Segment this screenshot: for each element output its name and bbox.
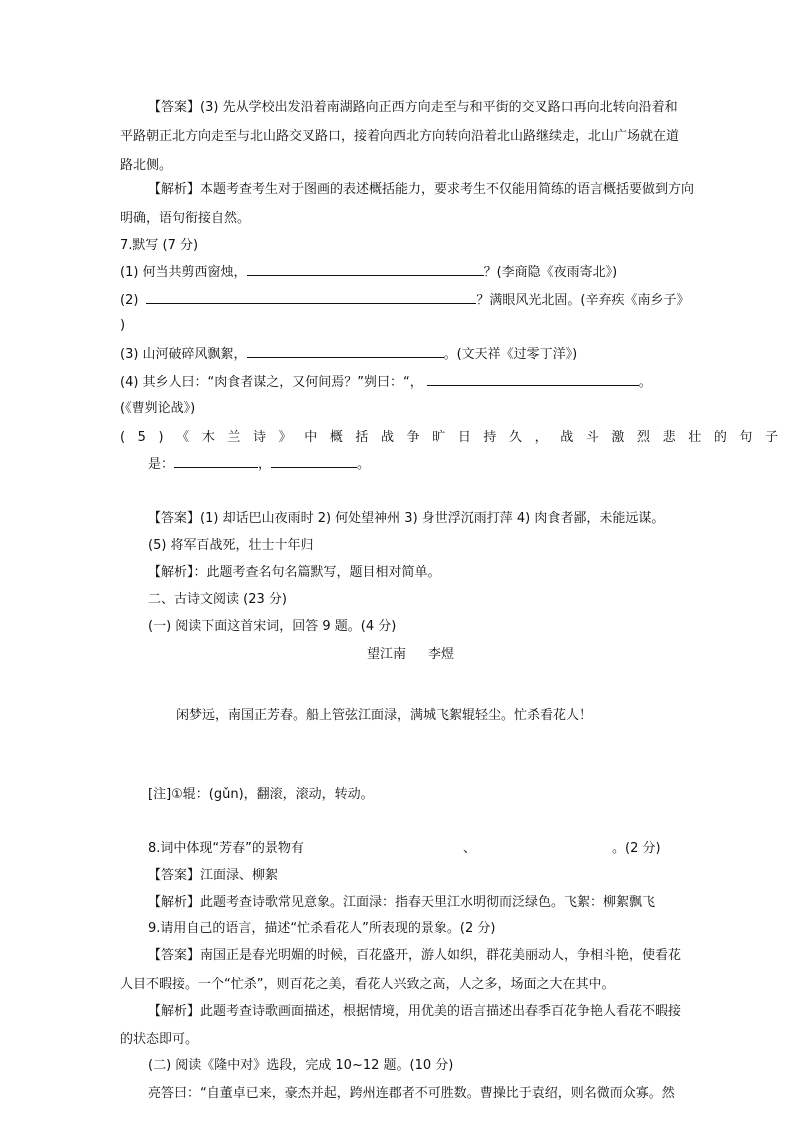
part-2-title: (二) 阅读《隆中对》选段，完成 10~12 题。(10 分): [148, 1058, 454, 1073]
q8-analysis: 【解析】此题考查诗歌常见意象。江面渌：指春天里江水明彻而泛绿色。飞絮：柳絮飘飞: [148, 895, 656, 910]
q6-answer-line-3: 路北侧。: [120, 158, 173, 173]
part-2-text: 亮答曰：“自董卓已来，豪杰并起，跨州连郡者不可胜数。曹操比于袁绍，则名微而众寡。然: [148, 1086, 675, 1101]
q7-item-2-wrap: ): [120, 318, 126, 333]
answer-tag: 【答案】: [148, 511, 201, 526]
q6-analysis-line-1: 【解析】本题考查考生对于图画的表述概括能力，要求考生不仅能用简练的语言概括要做到方向: [148, 182, 695, 197]
blank-field[interactable]: [174, 454, 258, 468]
q7-item-4-source: (《曹刿论战》): [120, 401, 196, 416]
blank-field[interactable]: [247, 344, 444, 358]
q7-item-3: (3) 山河破碎风飘絮， 。(文天祥《过零丁洋》): [120, 344, 577, 365]
answer-tag: 【答案】: [148, 948, 201, 963]
poem-text: 闲梦远，南国正芳春。船上管弦江面渌，满城飞絮辊轻尘。忙杀看花人！: [176, 708, 593, 723]
part-1-title: (一) 阅读下面这首宋词，回答 9 题。(4 分): [148, 619, 397, 634]
q7-answer-line-2: (5) 将军百战死，壮士十年归: [148, 538, 314, 553]
blank-field[interactable]: [247, 262, 484, 276]
q9-prompt: 9.请用自己的语言，描述“忙杀看花人”所表现的景象。(2 分): [148, 921, 496, 936]
blank-field[interactable]: [427, 372, 639, 386]
q9-answer-line-1: 【答案】南国正是春光明媚的时候，百花盛开，游人如织，群花美丽动人，争相斗艳，使看花: [148, 948, 682, 963]
analysis-tag: 【解析】: [148, 895, 201, 910]
poem-author: 李煜: [428, 647, 455, 662]
q8-prompt: 8.词中体现“芳春”的景物有: [148, 841, 304, 856]
q9-answer-line-2: 人目不暇接。一个“忙杀”，则百花之美，看花人兴致之高，人之多，场面之大在其中。: [120, 977, 615, 992]
q6-answer-line-2: 平路朝正北方向走至与北山路交叉路口，接着向西北方向转向沿着北山路继续走，北山广场就在道: [120, 129, 680, 144]
q7-title: 7.默写 (7 分): [120, 238, 199, 253]
q7-answer-line-1: 【答案】(1) 却话巴山夜雨时 2) 何处望神州 3) 身世浮沉雨打萍 4) 肉食者鄙，未能远谋。: [148, 511, 665, 526]
q6-analysis-line-2: 明确，语句衔接自然。: [120, 211, 251, 226]
q7-analysis: 【解析】：此题考查名句名篇默写，题目相对简单。: [148, 565, 441, 580]
blank-field[interactable]: [271, 454, 357, 468]
answer-tag: 【答案】: [148, 100, 201, 115]
analysis-tag: 【解析】: [148, 1004, 201, 1019]
poem-note: [注]①辊：(gǔn)，翻滚，滚动，转动。: [148, 787, 374, 802]
q8-answer: 【答案】江面渌、柳絮: [148, 868, 279, 883]
q9-analysis-line-2: 的状态即可。: [120, 1032, 199, 1047]
section-2-title: 二、古诗文阅读 (23 分): [148, 592, 287, 607]
analysis-tag: 【解析】: [148, 182, 201, 197]
answer-tag: 【答案】: [148, 868, 201, 883]
q7-item-2: (2) ？满眼风光北固。(辛弃疾《南乡子》: [120, 290, 690, 311]
q8-separator: 、: [463, 841, 477, 856]
q9-analysis-line-1: 【解析】此题考查诗歌画面描述，根据情境，用优美的语言描述出春季百花争艳人看花不暇接: [148, 1004, 682, 1019]
blank-field[interactable]: [146, 290, 476, 304]
q8-points: 。(2 分): [612, 841, 661, 856]
q6-answer-line-1: 【答案】(3) 先从学校出发沿着南湖路向正西方向走至与和平街的交叉路口再向北转向沿着和: [148, 100, 678, 115]
analysis-tag: 【解析】: [148, 565, 194, 580]
q7-item-1: (1) 何当共剪西窗烛， ？(李商隐《夜雨寄北》): [120, 262, 617, 283]
q7-item-5-blanks: 是： ， 。: [148, 454, 370, 475]
poem-title: 望江南: [367, 647, 407, 662]
q7-item-4: (4) 其乡人曰：“肉食者谋之，又何间焉？”刿曰：“， 。: [120, 372, 652, 393]
q7-item-5: (5)《木兰诗》中概括战争旷日持久，战斗激烈悲壮的句子: [120, 430, 791, 445]
poem-title-line: [367, 645, 454, 665]
